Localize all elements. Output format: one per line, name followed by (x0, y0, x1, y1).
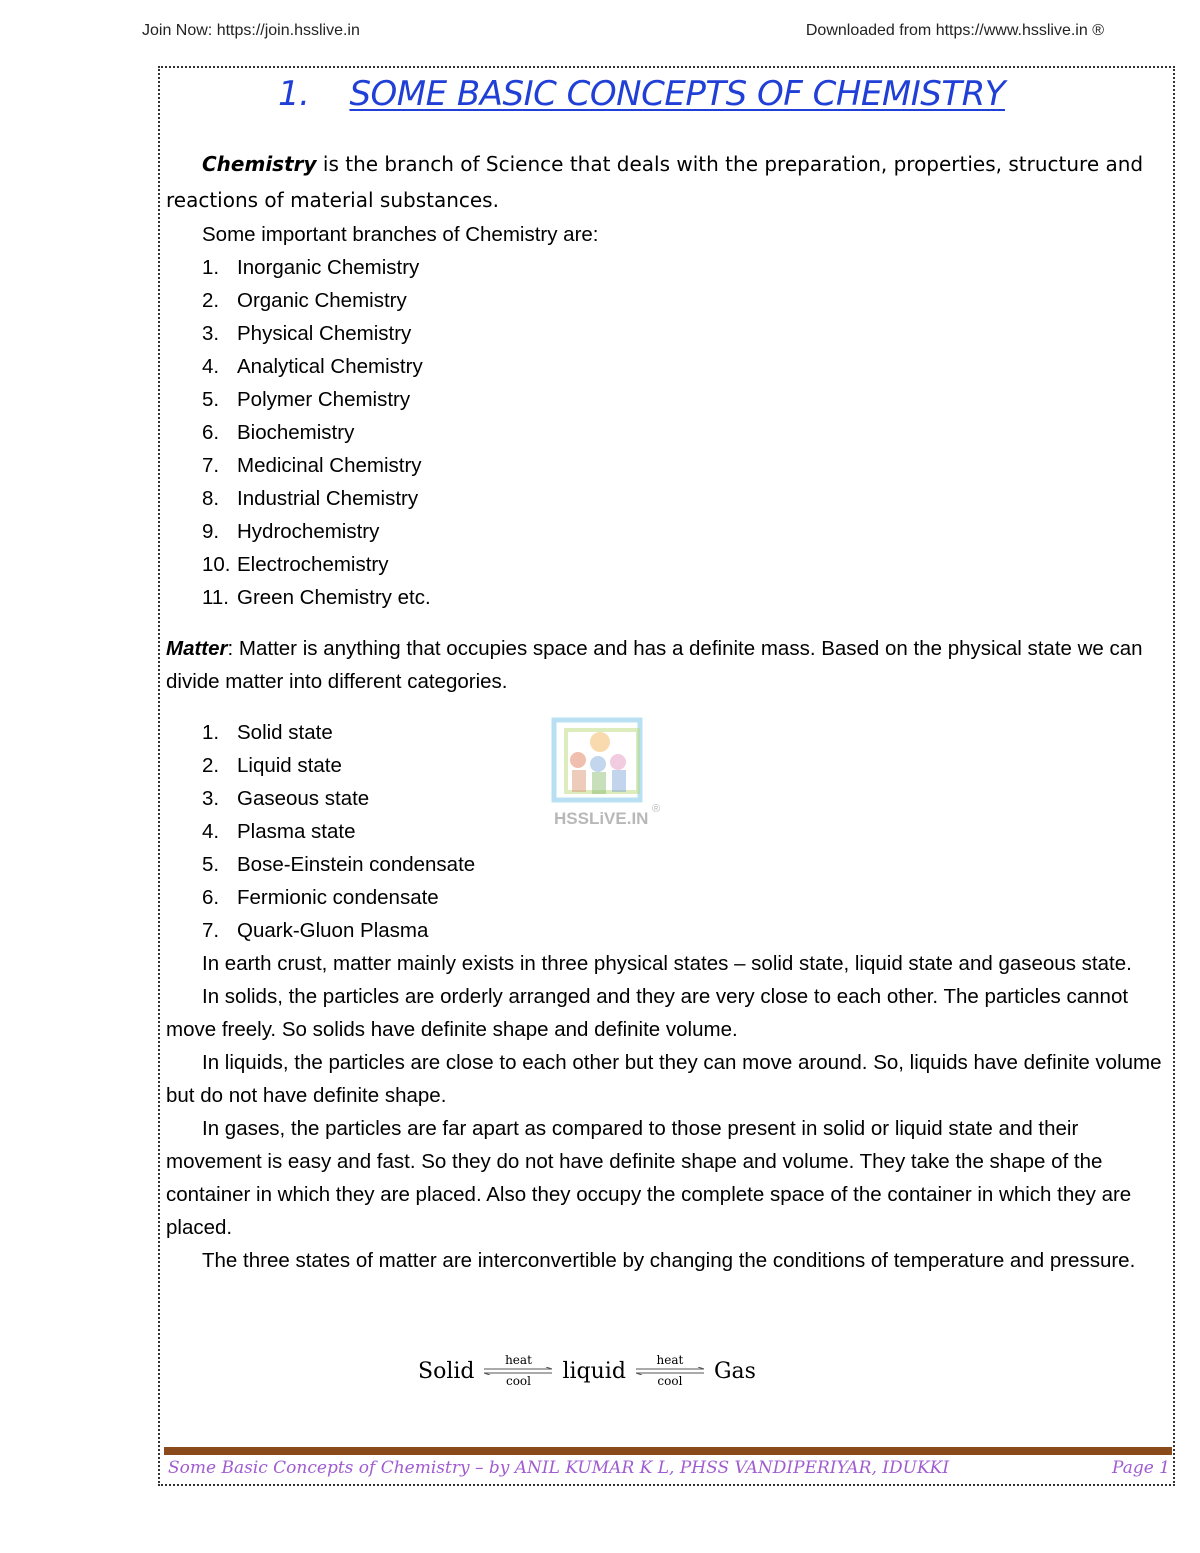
page-number: Page 1 (1112, 1458, 1170, 1478)
list-item: 9. Hydrochemistry (202, 520, 380, 543)
paragraph-solids: In solids, the particles are orderly arranged and they are very close to each other. The particles cannot move freely. So solids have definite shape and definite volume. (166, 985, 1129, 1041)
equation-liquid: liquid (562, 1358, 626, 1384)
page-footer (168, 1458, 1170, 1478)
paragraph-earth-crust: In earth crust, matter mainly exists in three physical states – solid state, liquid state and gaseous state. (202, 952, 1132, 975)
intro-text: is the branch of Science that deals with the preparation, properties, structure and reactions of material substances. (166, 152, 1144, 212)
list-item: 6. Fermionic condensate (202, 886, 439, 909)
paragraph-gases: In gases, the particles are far apart as compared to those present in solid or liquid state and their movement is easy and fast. So they do not have definite shape and volume. They take the shape of the container in which they are placed. Also they occupy the complete space of the container in which they are placed. (166, 1117, 1132, 1239)
list-item: 1. Solid state (202, 721, 333, 744)
list-item: 5. Bose-Einstein condensate (202, 853, 476, 876)
document-body (166, 146, 1166, 1277)
list-item: 8. Industrial Chemistry (202, 487, 419, 510)
header-download-source[interactable]: Downloaded from https://www.hsslive.in ® (805, 22, 1104, 39)
list-item: 7. Medicinal Chemistry (202, 454, 422, 477)
branches-heading: Some important branches of Chemistry are: (202, 223, 599, 246)
list-item: 10. Electrochemistry (202, 553, 389, 576)
equation-gas: Gas (713, 1358, 756, 1384)
list-item: 2. Organic Chemistry (202, 289, 407, 312)
intro-paragraph (166, 146, 1166, 218)
footer-credit: Some Basic Concepts of Chemistry – by ANIL KUMAR K L, PHSS VANDIPERIYAR, IDUKKI (168, 1458, 950, 1478)
equilibrium-arrow-2: heat cool (634, 1354, 706, 1388)
equilibrium-arrow-1: heat cool (482, 1354, 554, 1388)
chemistry-term: Chemistry (202, 152, 317, 176)
svg-text:HSSLiVE.IN: HSSLiVE.IN (554, 809, 649, 828)
logo-icon (548, 714, 668, 834)
header-join-link[interactable]: Join Now: https://join.hsslive.in (142, 22, 360, 39)
svg-text:®: ® (652, 803, 661, 815)
list-item: 11. Green Chemistry etc. (202, 586, 431, 609)
list-item: 1. Inorganic Chemistry (202, 256, 420, 279)
paragraph-liquids: In liquids, the particles are close to each other but they can move around. So, liquids have definite volume but do not have definite shape. (166, 1051, 1162, 1107)
matter-term: Matter (166, 637, 228, 660)
hsslive-logo (548, 714, 668, 834)
list-item: 4. Analytical Chemistry (202, 355, 423, 378)
list-item: 3. Gaseous state (202, 787, 370, 810)
list-item: 4. Plasma state (202, 820, 356, 843)
states-conversion-equation (418, 1354, 756, 1388)
list-item: 3. Physical Chemistry (202, 322, 412, 345)
page-title (278, 74, 1005, 114)
equation-solid: Solid (418, 1358, 475, 1384)
footer-divider (164, 1447, 1172, 1455)
list-item: 6. Biochemistry (202, 421, 355, 444)
chapter-title: SOME BASIC CONCEPTS OF CHEMISTRY (349, 74, 1006, 114)
list-item: 5. Polymer Chemistry (202, 388, 411, 411)
branches-list (166, 251, 1166, 614)
chapter-number: 1. (278, 74, 310, 114)
list-item: 7. Quark-Gluon Plasma (202, 919, 429, 942)
matter-definition: Matter: Matter is anything that occupies space and has a definite mass. Based on the physical state we can divide matter into different categories. (166, 637, 1143, 693)
list-item: 2. Liquid state (202, 754, 342, 777)
paragraph-interconvertible: The three states of matter are interconvertible by changing the conditions of temperature and pressure. (202, 1249, 1136, 1272)
